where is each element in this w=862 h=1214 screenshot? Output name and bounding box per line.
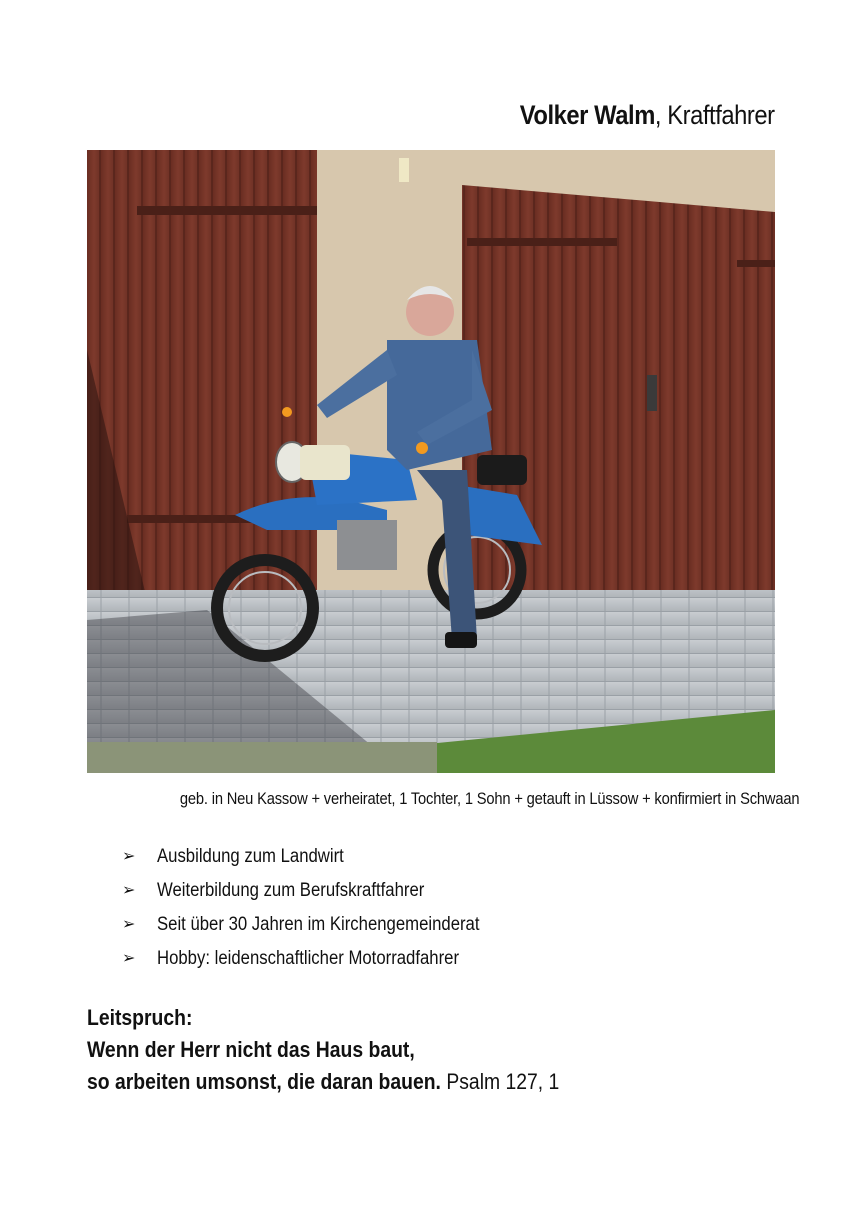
list-item	[122, 942, 523, 976]
list-item	[122, 840, 523, 874]
portrait-photo	[87, 150, 775, 773]
arrow-bullet-icon: ➢	[122, 916, 136, 933]
list-item-text: Seit über 30 Jahren im Kirchengemeinderat	[157, 914, 480, 935]
list-item-text: Weiterbildung zum Berufskraftfahrer	[157, 880, 425, 901]
title-separator: ,	[655, 100, 662, 130]
arrow-bullet-icon: ➢	[122, 882, 136, 899]
page-title	[520, 100, 775, 131]
bible-reference: Psalm 127, 1	[446, 1069, 560, 1094]
motto-line-2: so arbeiten umsonst, die daran bauen.	[87, 1069, 441, 1094]
list-item-text: Ausbildung zum Landwirt	[157, 846, 344, 867]
career-list	[122, 840, 523, 976]
list-item	[122, 908, 523, 942]
motto-line-1: Wenn der Herr nicht das Haus baut,	[87, 1037, 415, 1062]
arrow-bullet-icon: ➢	[122, 848, 136, 865]
person-profession: Kraftfahrer	[667, 100, 775, 130]
biography-caption: geb. in Neu Kassow + verheiratet, 1 Tochter, 1 Sohn + getauft in Lüssow + konfirmiert in Schwaan	[179, 789, 800, 808]
motto-block	[87, 1002, 624, 1098]
motto-heading: Leitspruch:	[87, 1005, 193, 1030]
list-item-text: Hobby: leidenschaftlicher Motorradfahrer	[157, 948, 460, 969]
arrow-bullet-icon: ➢	[122, 950, 136, 967]
motto-line-2-wrap	[87, 1066, 559, 1098]
person-name: Volker Walm	[520, 100, 656, 130]
list-item	[122, 874, 523, 908]
